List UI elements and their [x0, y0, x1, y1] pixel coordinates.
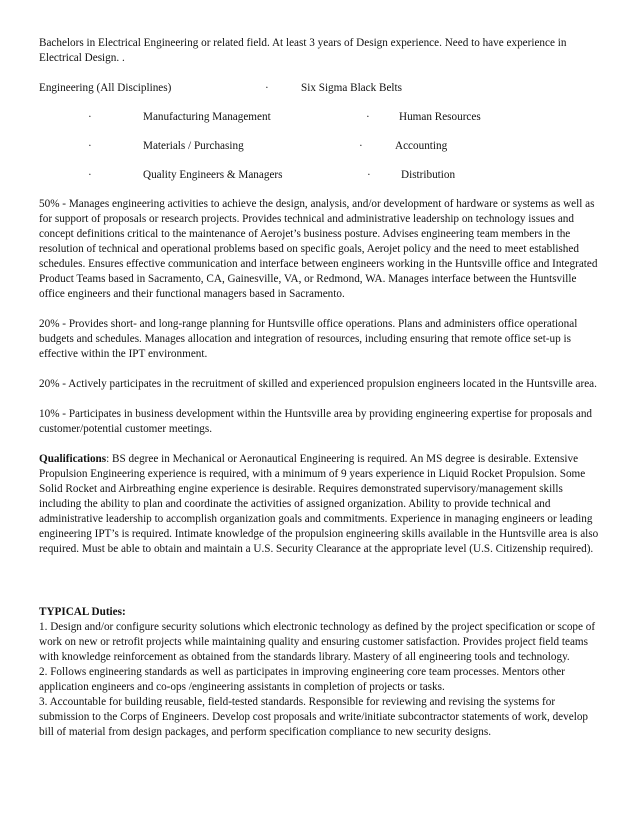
bullet: · — [265, 82, 269, 94]
duty-10-paragraph: 10% - Participates in business development within the Huntsville area by providing engineering expertise for proposals and customer/potential customer meetings. — [39, 408, 593, 435]
skill-accounting: Accounting — [395, 140, 448, 152]
typical-duties-list — [39, 620, 604, 740]
typical-duty-1: 1. Design and/or configure security solutions which electronic technology as defined by the project specification or scope of work on new or retrofit projects while maintaining quality and ensuring customer satisfaction. Provides project field teams with knowledge reinforcement as obtained from the standards library. Mastery of all engineering tools and technology. — [39, 621, 596, 663]
skill-quality: Quality Engineers & Managers — [143, 169, 283, 181]
bullet: · — [359, 140, 363, 152]
skills-row-1 — [39, 81, 604, 96]
skill-materials: Materials / Purchasing — [143, 140, 244, 152]
bullet: · — [366, 111, 370, 123]
skill-six-sigma: Six Sigma Black Belts — [301, 82, 402, 94]
intro-paragraph: Bachelors in Electrical Engineering or related field. At least 3 years of Design experience. Need to have experience in Electrical Design. . — [39, 37, 567, 64]
qualifications-paragraph — [39, 452, 604, 557]
bullet: · — [88, 169, 92, 181]
duty-50-paragraph: 50% - Manages engineering activities to achieve the design, analysis, and/or development of hardware or systems as well as for support of proposals or research projects. Provides technical and administrative leadership on technology issues and concept definitions critical to the maintenance of Aerojet’s business posture. Advises engineering team members in the resolution of technical and operational problems based on specific goals, Aerojet policy and the need to meet established schedules. Ensures effective communication and interface between engineers working in the Huntsville office and Integrated Product Teams based in Sacramento, CA, Gainesville, VA, or Redmond, WA. Manages interface between the Huntsville office engineers and their functional managers based in Sacramento. — [39, 198, 598, 300]
skill-engineering: Engineering (All Disciplines) — [39, 82, 172, 94]
duty-20a-paragraph: 20% - Provides short- and long-range planning for Huntsville office operations. Plans and administers office operational budgets and schedules. Manages allocation and integration of resources, including ensuring that remote office set-up is effective within the IPT environment. — [39, 318, 578, 360]
duty-20b-paragraph: 20% - Actively participates in the recruitment of skilled and experienced propulsion engineers located in the Huntsville area. — [39, 378, 597, 390]
qualifications-text: : BS degree in Mechanical or Aeronautical Engineering is required. An MS degree is desirable. Extensive Propulsion Engineering experience is required, with a minimum of 9 years experience in Liquid Rocket Propulsion. Some Solid Rocket and Airbreathing engine experience is desirable. Requires demonstrated supervisory/management skills including the ability to plan and coordinate the activities of assigned organization. Ability to provide technical and administrative leadership to accomplish organization goals and commitments. Experience in managing engineers or leading engineering IPT’s is required. Intimate knowledge of the propulsion engineering skills available in the Huntsville area is also required. Must be able to obtain and maintain a U.S. Security Clearance at the appropriate level (U.S. Citizenship required). — [39, 453, 599, 555]
bullet: · — [367, 169, 371, 181]
skills-row-4 — [39, 168, 604, 183]
spacer — [39, 572, 604, 605]
document-page — [39, 36, 604, 740]
skill-manufacturing: Manufacturing Management — [143, 111, 271, 123]
bullet: · — [88, 111, 92, 123]
bullet: · — [88, 140, 92, 152]
skill-human-resources: Human Resources — [399, 111, 481, 123]
typical-duty-2: 2. Follows engineering standards as well as participates in improving engineering core team processes. Mentors other application engineers and co-ops /engineering assistants in completion of projects or tasks. — [39, 666, 565, 693]
qualifications-label: Qualifications — [39, 453, 107, 465]
skills-row-3 — [39, 139, 604, 154]
skills-row-2 — [39, 110, 604, 125]
typical-duty-3: 3. Accountable for building reusable, field-tested standards. Responsible for reviewing and revising the systems for submission to the Corps of Engineers. Develop cost proposals and write/initiate subcontractor statements of work, develop bill of material from design packages, and perform specification compliance to new security designs. — [39, 696, 589, 738]
typical-duties-title: TYPICAL Duties: — [39, 606, 126, 618]
skill-distribution: Distribution — [401, 169, 456, 181]
